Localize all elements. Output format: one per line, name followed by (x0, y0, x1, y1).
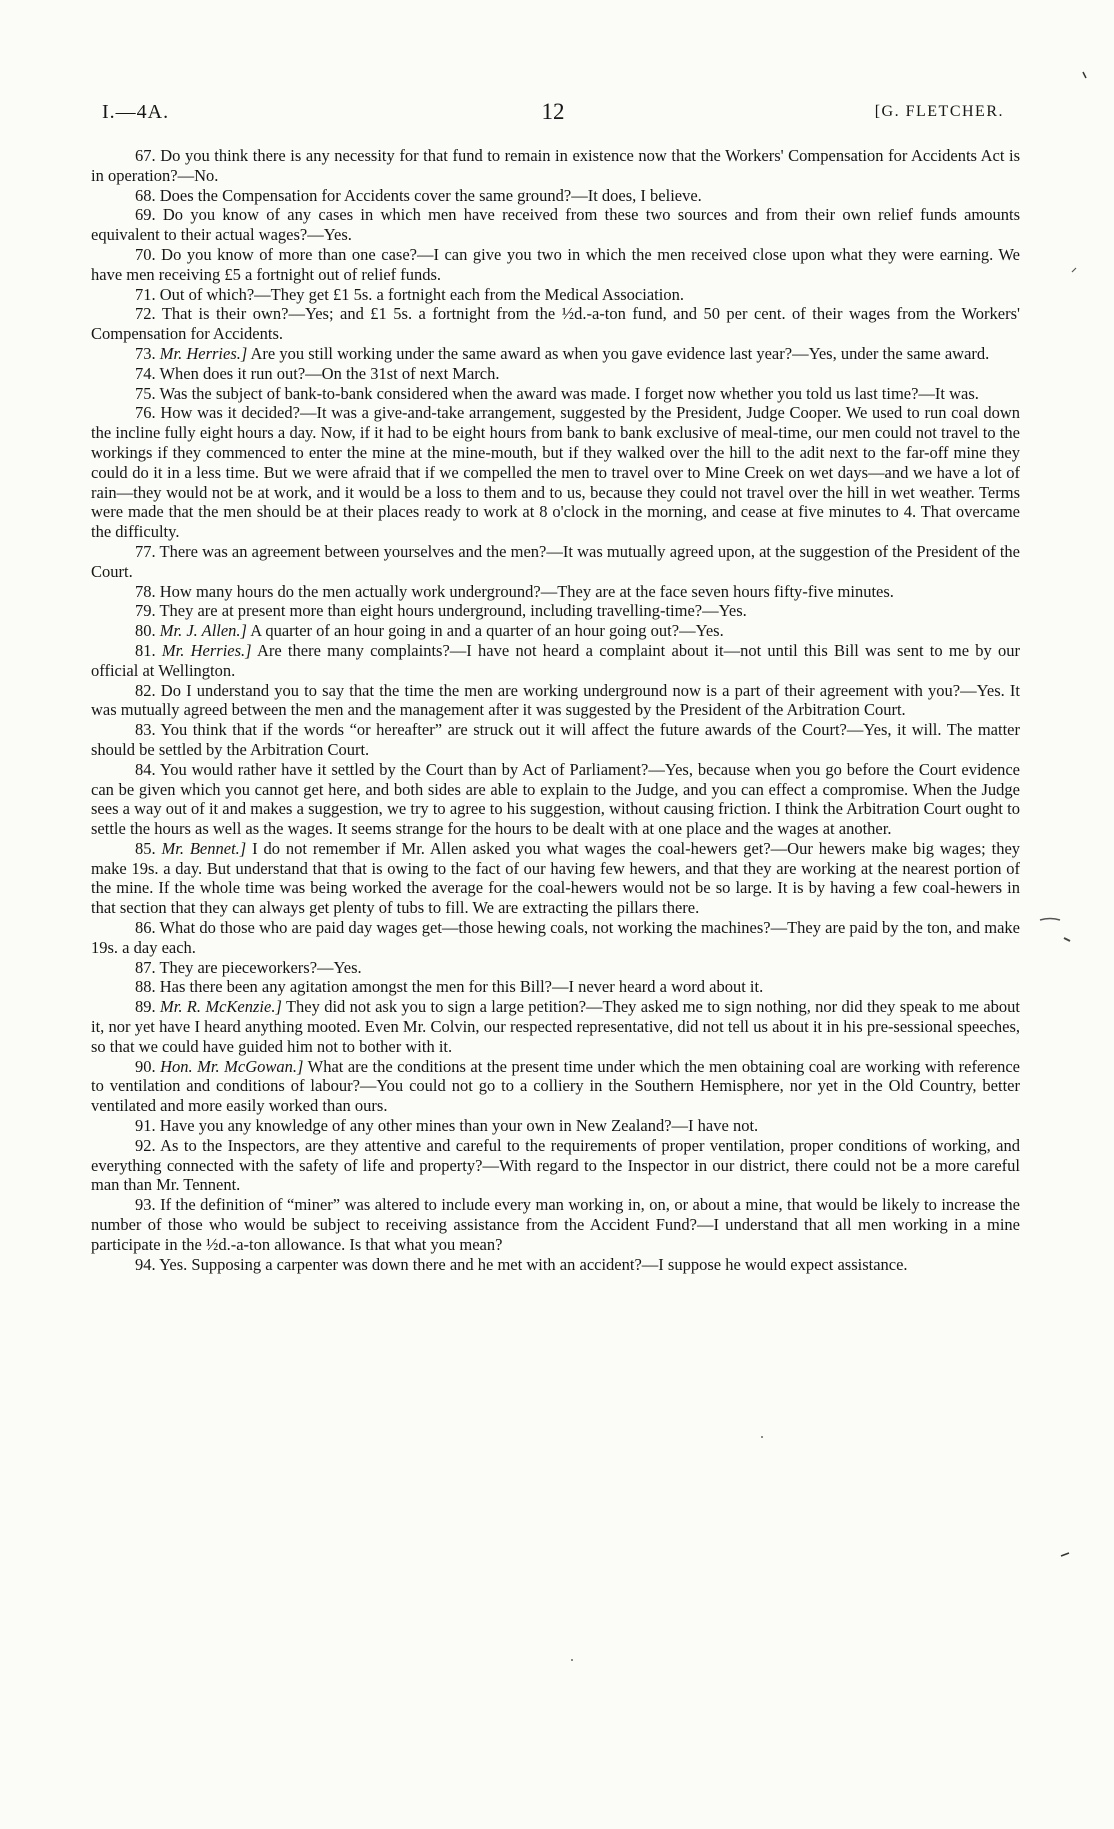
speaker-name: Mr. Herries.] (159, 343, 248, 363)
question-paragraph (91, 582, 1020, 602)
question-number: 68. (135, 185, 156, 205)
question-paragraph (91, 403, 1020, 542)
question-number: 82. (135, 680, 156, 700)
question-text: Are there many complaints?—I have not heard a complaint about it—not until this Bill was sent to me by our official at Wellington. (91, 640, 1021, 680)
question-number: 81. (135, 640, 156, 660)
witness-name: [G. FLETCHER. (874, 103, 1004, 120)
question-number: 86. (135, 918, 156, 938)
question-paragraph (91, 621, 1020, 641)
question-text: A quarter of an hour going in and a quarter of an hour going out?—Yes. (250, 621, 724, 641)
question-paragraph (91, 1057, 1020, 1116)
question-number: 74. (135, 363, 156, 383)
question-text: Was the subject of bank-to-bank considered when the award was made. I forget now whether you told us last time?—It was. (159, 383, 979, 403)
question-text: Have you any knowledge of any other mines than your own in New Zealand?—I have not. (159, 1116, 759, 1136)
question-paragraph (91, 977, 1020, 997)
question-paragraph (91, 542, 1020, 582)
question-number: 85. (135, 838, 156, 858)
question-text: You think that if the words “or hereafter” are struck out it will affect the future awards of the Court?—Yes, it will. The matter should be settled by the Arbitration Court. (91, 720, 1020, 759)
question-paragraph (91, 918, 1020, 958)
question-paragraph (91, 1255, 1020, 1275)
question-paragraph (91, 384, 1020, 404)
question-paragraph (91, 364, 1020, 384)
question-number: 91. (135, 1116, 156, 1136)
question-number: 73. (135, 343, 156, 363)
evidence-text (91, 146, 1020, 1274)
question-paragraph (91, 601, 1020, 621)
question-text: If the definition of “miner” was altered to include every man working in, on, or about a mine, that would be likely to increase the number of those who would be subject to receiving assistance from the Accident Fund?—I understand that all men working in a mine participate in the ½d.-a-ton allowance. Is that what you mean? (91, 1195, 1020, 1254)
question-text: They are pieceworkers?—Yes. (159, 957, 362, 977)
question-paragraph (91, 146, 1020, 186)
question-number: 88. (135, 977, 156, 997)
question-text: That is their own?—Yes; and £1 5s. a fortnight from the ½d.-a-ton fund, and 50 per cent. of their wages from the Workers' Compensation for Accidents. (91, 304, 1021, 344)
question-text: I do not remember if Mr. Allen asked you what wages the coal-hewers get?—Our hewers make big wages; they make 19s. a day. But understand that that is owing to the fact of our having few hewers, and that they are working at the nearest portion of the mine. If the whole time was being worked the average for the coal-hewers would not be so large. It is by having a few coal-hewers in that section that they can always get plenty of tubs to fill. We are extracting the pillars there. (91, 838, 1021, 918)
question-number: 75. (135, 383, 156, 403)
question-paragraph (91, 1136, 1020, 1195)
question-number: 69. (135, 205, 156, 225)
question-paragraph (91, 304, 1020, 344)
question-number: 92. (135, 1135, 156, 1155)
question-paragraph (91, 285, 1020, 305)
question-paragraph (91, 641, 1020, 681)
question-paragraph (91, 186, 1020, 206)
question-number: 94. (135, 1254, 156, 1274)
question-number: 70. (135, 244, 156, 264)
question-number: 83. (135, 720, 156, 740)
question-paragraph (91, 681, 1020, 721)
speaker-name: Mr. Bennet.] (161, 838, 247, 858)
question-number: 78. (135, 581, 156, 601)
question-number: 93. (135, 1195, 156, 1215)
question-number: 77. (135, 541, 156, 561)
question-text: Are you still working under the same award as when you gave evidence last year?—Yes, under the same award. (250, 343, 990, 363)
speaker-name: Hon. Mr. McGowan.] (160, 1056, 304, 1076)
question-number: 84. (135, 759, 156, 779)
question-text: Yes. Supposing a carpenter was down there and he met with an accident?—I suppose he would expect assistance. (159, 1254, 908, 1274)
speaker-name: Mr. Herries.] (161, 640, 252, 660)
question-number: 79. (135, 601, 156, 621)
question-number: 87. (135, 957, 156, 977)
question-text: As to the Inspectors, are they attentive and careful to the requirements of proper ventilation, proper conditions of working, and everything connected with the safety of life and property?—With regard to the Inspector in our district, there could not be a more careful man than Mr. Tennent. (91, 1135, 1021, 1195)
question-number: 90. (135, 1056, 156, 1076)
question-paragraph (91, 205, 1020, 245)
speaker-name: Mr. R. McKenzie.] (159, 997, 282, 1017)
question-text: How many hours do the men actually work underground?—They are at the face seven hours fifty-five minutes. (159, 581, 894, 601)
question-text: What do those who are paid day wages get—those hewing coals, not working the machines?—They are paid by the ton, and make 19s. a day each. (91, 918, 1020, 957)
question-text: There was an agreement between yourselves and the men?—It was mutually agreed upon, at the suggestion of the President of the Court. (91, 541, 1021, 581)
question-text: When does it run out?—On the 31st of next March. (159, 363, 500, 383)
question-text: They are at present more than eight hours underground, including travelling-time?—Yes. (159, 601, 747, 621)
question-paragraph (91, 839, 1020, 918)
question-paragraph (91, 245, 1020, 285)
question-number: 72. (135, 304, 156, 324)
question-paragraph (91, 344, 1020, 364)
page-number: 12 (541, 99, 565, 124)
paper-reference: I.—4A. (102, 101, 170, 123)
question-number: 71. (135, 284, 156, 304)
question-number: 89. (135, 997, 156, 1017)
question-text: You would rather have it settled by the Court than by Act of Parliament?—Yes, because when you go before the Court evidence can be given which you cannot get here, and both sides are able to explain to the Judge, and you can effect a compromise. When the Judge sees a way out of it and makes a suggestion, we try to agree to his suggestion, without causing friction. I think the Arbitration Court ought to settle the hours as well as the wages. It seems strange for the hours to be dealt with at one place and the wages at another. (91, 759, 1021, 839)
question-paragraph (91, 958, 1020, 978)
question-text: Do you know of any cases in which men have received from these two sources and from their own relief funds amounts equivalent to their actual wages?—Yes. (91, 205, 1020, 245)
question-paragraph (91, 1116, 1020, 1136)
question-paragraph (91, 760, 1020, 839)
question-number: 80. (135, 621, 156, 641)
question-text: Does the Compensation for Accidents cover the same ground?—It does, I believe. (159, 185, 702, 205)
question-paragraph (91, 1195, 1020, 1254)
page-header (102, 96, 1004, 128)
question-text: Out of which?—They get £1 5s. a fortnight each from the Medical Association. (159, 284, 684, 304)
question-paragraph (91, 997, 1020, 1056)
question-text: Do you think there is any necessity for that fund to remain in existence now that the Workers' Compensation for Accidents Act is in operation?—No. (91, 146, 1021, 185)
question-text: What are the conditions at the present time under which the men obtaining coal are working with reference to ventilation and conditions of labour?—You could not go to a colliery in the Southern Hemisphere, nor yet in the Old Country, better ventilated and more easily worked than ours. (91, 1056, 1021, 1116)
question-number: 76. (135, 403, 156, 423)
question-text: Do you know of more than one case?—I can give you two in which the men received close upon what they were earning. We have men receiving £5 a fortnight out of relief funds. (91, 244, 1021, 284)
speaker-name: Mr. J. Allen.] (159, 621, 247, 641)
question-number: 67. (135, 146, 156, 165)
question-text: They did not ask you to sign a large petition?—They asked me to sign nothing, nor did they speak to me about it, nor yet have I heard anything mooted. Even Mr. Colvin, our respected representative, did not tell us about it in his pre-sessional speeches, so that we could have guided him not to bother with it. (91, 997, 1021, 1056)
question-paragraph (91, 720, 1020, 760)
question-text: How was it decided?—It was a give-and-take arrangement, suggested by the President, Judge Cooper. We used to run coal down the incline fully eight hours a day. Now, if it had to be eight hours from bank to bank exclusive of meal-time, our men could not travel to the workings if they commenced to enter the mine at the mine-mouth, but if they walked over the hill to the adit next to the far-off mine they could do it in a less time. But we were afraid that if we compelled the men to travel over to Mine Creek on wet days—and we have a lot of rain—they would not be at work, and it would be a loss to them and to us, because they could not travel over the hill in wet weather. Terms were made that the men should be at their places ready to work at 8 o'clock in the morning, and cease at five minutes to 4. That overcame the difficulty. (91, 403, 1020, 542)
question-text: Do I understand you to say that the time the men are working underground now is a part of their agreement with you?—Yes. It was mutually agreed between the men and the management after it was suggested by the President of the Arbitration Court. (91, 680, 1020, 720)
question-text: Has there been any agitation amongst the men for this Bill?—I never heard a word about it. (159, 977, 764, 997)
